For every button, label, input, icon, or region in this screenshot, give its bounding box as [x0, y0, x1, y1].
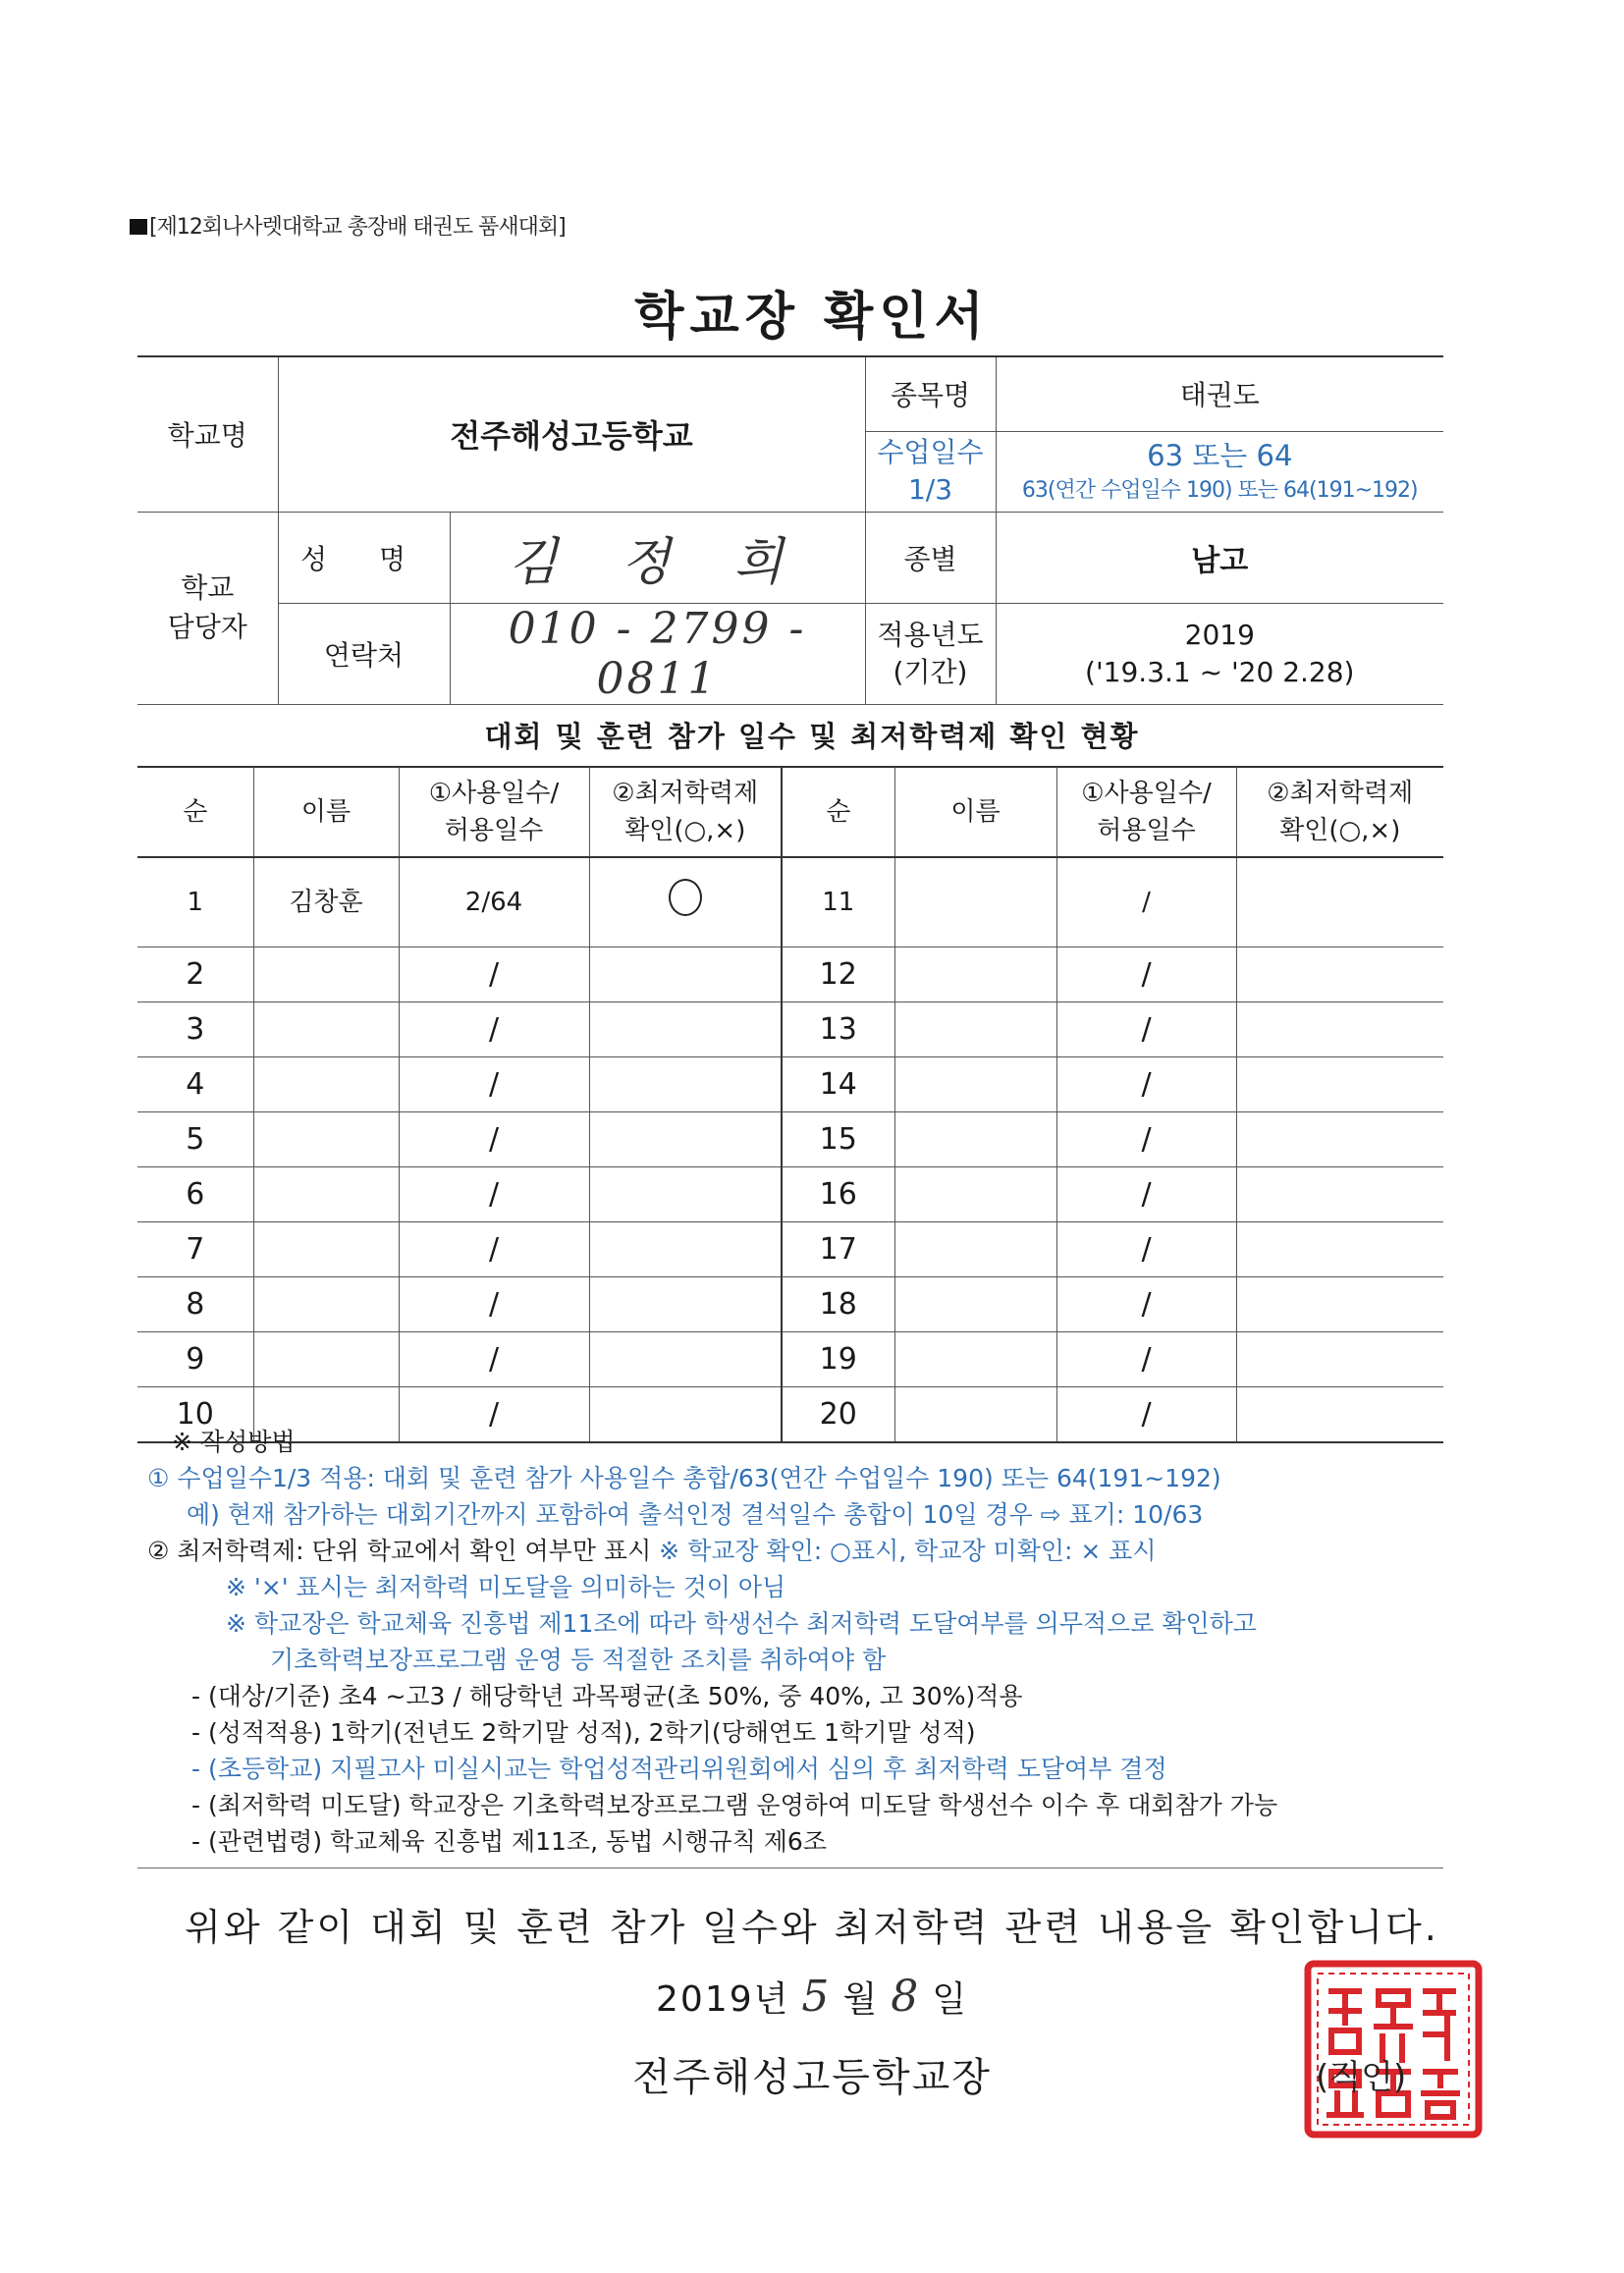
header-no: 순 — [782, 767, 894, 857]
sport-value: 태권도 — [996, 356, 1443, 431]
cell-name — [894, 1057, 1056, 1112]
cell-no: 2 — [137, 947, 253, 1002]
cell-no: 3 — [137, 1002, 253, 1057]
school-name: 전주해성고등학교 — [278, 356, 865, 512]
note-4: ※ 학교장은 학교체육 진흥법 제11조에 따라 학생선수 최저학력 도달여부를 의무적으로 확인하고 — [226, 1609, 1257, 1638]
cell-name — [894, 947, 1056, 1002]
confirmation-date: 2019년 5 월 8 일 — [656, 1972, 968, 2022]
cell-no: 13 — [782, 1002, 894, 1057]
gender-label: 종별 — [865, 512, 996, 603]
table-row — [137, 857, 1443, 947]
cell-days: / — [1056, 1167, 1236, 1222]
gender-value: 남고 — [996, 512, 1443, 603]
name-label: 성 명 — [278, 512, 450, 603]
cell-no: 19 — [782, 1332, 894, 1387]
cell-no: 18 — [782, 1277, 894, 1332]
cell-no: 10 — [137, 1387, 253, 1443]
cell-days: / — [1056, 1057, 1236, 1112]
cell-days: / — [399, 1002, 589, 1057]
table-row — [137, 947, 1443, 1002]
cell-days: / — [399, 1277, 589, 1332]
cell-check — [589, 1112, 782, 1167]
header-no: 순 — [137, 767, 253, 857]
cell-days: / — [1056, 857, 1236, 947]
table-row — [137, 1002, 1443, 1057]
handwritten-name: 김 정 희 — [508, 533, 807, 592]
table-header-row — [137, 767, 1443, 857]
cell-name — [253, 1222, 399, 1277]
table-row — [137, 1277, 1443, 1332]
cell-days: / — [399, 1167, 589, 1222]
seal-label: (직인) — [1316, 2058, 1407, 2097]
instructions — [147, 1424, 1453, 1860]
cell-check — [1236, 1277, 1443, 1332]
year-label: 적용년도 (기간) — [865, 603, 996, 704]
header-name: 이름 — [894, 767, 1056, 857]
cell-days: / — [1056, 1277, 1236, 1332]
sport-label: 종목명 — [865, 356, 996, 431]
cell-check — [589, 857, 782, 947]
table-row — [137, 1222, 1443, 1277]
cell-no: 8 — [137, 1277, 253, 1332]
official-seal — [1300, 1956, 1487, 2142]
cell-check — [589, 1222, 782, 1277]
cell-no: 1 — [137, 857, 253, 947]
table-row — [137, 1057, 1443, 1112]
manager-label: 학교 담당자 — [137, 512, 278, 704]
note-5: - (대상/기준) 초4 ~고3 / 해당학년 과목평균(초 50%, 중 40%, 고 30%)적용 — [191, 1682, 1023, 1710]
cell-days: / — [1056, 1112, 1236, 1167]
cell-days: / — [1056, 1332, 1236, 1387]
cell-check — [589, 947, 782, 1002]
contact-label: 연락처 — [278, 603, 450, 704]
document-title: 학교장 확인서 — [634, 288, 990, 347]
cell-check — [1236, 1222, 1443, 1277]
note-9: - (관련법령) 학교체육 진흥법 제11조, 동법 시행규칙 제6조 — [191, 1827, 827, 1856]
event-name: [제12회나사렛대학교 총장배 태권도 품새대회] — [130, 210, 566, 241]
cell-name — [894, 1222, 1056, 1277]
cell-no: 17 — [782, 1222, 894, 1277]
note-8: - (최저학력 미도달) 학교장은 기초학력보장프로그램 운영하여 미도달 학생선수 이수 후 대회참가 가능 — [191, 1791, 1278, 1819]
cell-days: / — [399, 1112, 589, 1167]
info-table — [137, 355, 1443, 705]
cell-days: / — [399, 947, 589, 1002]
cell-no: 11 — [782, 857, 894, 947]
cell-name — [894, 1167, 1056, 1222]
cell-check — [1236, 947, 1443, 1002]
cell-name — [894, 1277, 1056, 1332]
table-row — [137, 1112, 1443, 1167]
cell-days: / — [399, 1222, 589, 1277]
contact-value — [450, 603, 865, 704]
cell-name — [253, 1167, 399, 1222]
table-row — [137, 1167, 1443, 1222]
handwritten-circle-mark — [669, 879, 702, 916]
principal-title: 전주해성고등학교장 — [632, 2055, 992, 2100]
cell-no: 5 — [137, 1112, 253, 1167]
cell-name: 김창훈 — [253, 857, 399, 947]
cell-days: / — [1056, 1002, 1236, 1057]
cell-name — [253, 1002, 399, 1057]
header-days: ①사용일수/ 허용일수 — [1056, 767, 1236, 857]
note-heading: ※ 작성방법 — [172, 1428, 296, 1456]
cell-check — [1236, 1167, 1443, 1222]
header-name: 이름 — [253, 767, 399, 857]
cell-no: 4 — [137, 1057, 253, 1112]
table-row — [137, 1332, 1443, 1387]
cell-name — [894, 1002, 1056, 1057]
section-title: 대회 및 훈련 참가 일수 및 최저학력제 확인 현황 — [484, 720, 1140, 753]
cell-days: / — [1056, 1222, 1236, 1277]
cell-days: / — [399, 1057, 589, 1112]
cell-check — [1236, 1332, 1443, 1387]
cell-no: 7 — [137, 1222, 253, 1277]
confirmation-text: 위와 같이 대회 및 훈련 참가 일수와 최저학력 관련 내용을 확인합니다. — [185, 1906, 1439, 1949]
note-1: ① 수업일수1/3 적용: 대회 및 훈련 참가 사용일수 총합/63(연간 수업일수 190) 또는 64(191~192) — [147, 1464, 1221, 1492]
cell-check — [1236, 1057, 1443, 1112]
cell-name — [253, 1332, 399, 1387]
cell-check — [589, 1057, 782, 1112]
cell-no: 16 — [782, 1167, 894, 1222]
cell-no: 9 — [137, 1332, 253, 1387]
cell-name — [894, 857, 1056, 947]
cell-days: / — [399, 1332, 589, 1387]
participation-table — [137, 766, 1443, 1443]
header-check: ②최저학력제 확인(○,×) — [589, 767, 782, 857]
handwritten-phone: 010 - 2799 - 0811 — [508, 603, 807, 704]
cell-check — [589, 1167, 782, 1222]
cell-days: / — [1056, 947, 1236, 1002]
cell-no: 12 — [782, 947, 894, 1002]
school-label: 학교명 — [137, 356, 278, 512]
cell-check — [1236, 1112, 1443, 1167]
cell-check — [1236, 857, 1443, 947]
cell-name — [894, 1332, 1056, 1387]
cell-name — [253, 947, 399, 1002]
note-4-cont: 기초학력보장프로그램 운영 등 적절한 조치를 취하여야 함 — [270, 1646, 887, 1674]
divider — [137, 1867, 1443, 1868]
cell-no: 14 — [782, 1057, 894, 1112]
cell-name — [253, 1112, 399, 1167]
days-label: 수업일수 1/3 — [865, 431, 996, 512]
note-1-example: 예) 현재 참가하는 대회기간까지 포함하여 출석인정 결석일수 총합이 10일 경우 ⇨ 표기: 10/63 — [187, 1500, 1204, 1529]
cell-name — [253, 1277, 399, 1332]
cell-name — [253, 1057, 399, 1112]
table-body — [137, 857, 1443, 1442]
name-value — [450, 512, 865, 603]
cell-check — [1236, 1002, 1443, 1057]
header-check: ②최저학력제 확인(○,×) — [1236, 767, 1443, 857]
cell-check — [589, 1277, 782, 1332]
cell-no: 20 — [782, 1387, 894, 1443]
cell-check — [589, 1002, 782, 1057]
cell-no: 15 — [782, 1112, 894, 1167]
cell-check — [589, 1332, 782, 1387]
note-2: ② 최저학력제: 단위 학교에서 확인 여부만 표시 ※ 학교장 확인: ○표시, 학교장 미확인: × 표시 — [147, 1537, 1157, 1565]
bullet-square-icon — [130, 219, 147, 235]
days-value: 63 또는 64 63(연간 수업일수 190) 또는 64(191~192) — [996, 431, 1443, 512]
year-value: 2019 ('19.3.1 ~ '20 2.28) — [996, 603, 1443, 704]
note-3: ※ '×' 표시는 최저학력 미도달을 의미하는 것이 아님 — [226, 1573, 786, 1601]
cell-days: 2/64 — [399, 857, 589, 947]
note-7: - (초등학교) 지필고사 미실시교는 학업성적관리위원회에서 심의 후 최저학력 도달여부 결정 — [191, 1755, 1167, 1783]
note-6: - (성적적용) 1학기(전년도 2학기말 성적), 2학기(당해연도 1학기말 성적) — [191, 1718, 976, 1747]
header-days: ①사용일수/ 허용일수 — [399, 767, 589, 857]
cell-days: / — [399, 1387, 589, 1443]
cell-name — [894, 1112, 1056, 1167]
cell-days: / — [1056, 1387, 1236, 1443]
cell-no: 6 — [137, 1167, 253, 1222]
